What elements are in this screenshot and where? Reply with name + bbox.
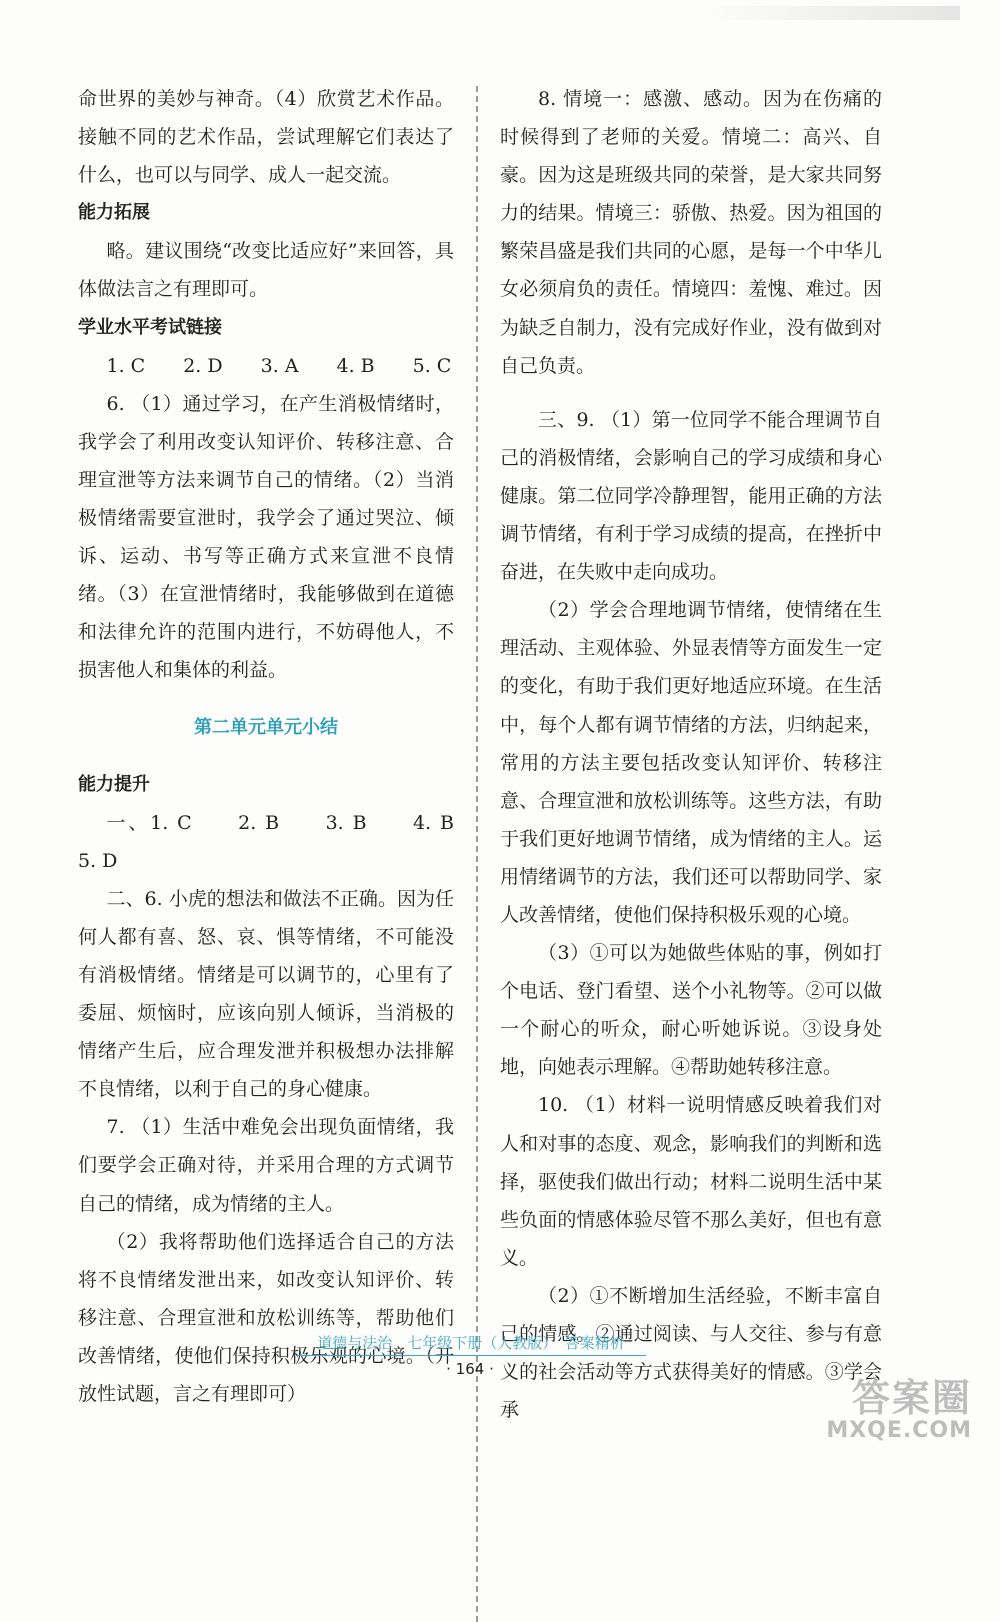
left-paragraph-2: 略。建议围绕“改变比适应好”来回答，具体做法言之有理即可。 [78, 240, 454, 301]
column-divider [476, 86, 478, 1622]
multiple-choice-answers-2: 一、1. C 2. B 3. B 4. B 5. D [78, 811, 493, 872]
heading-xueye-shuiping: 学业水平考试链接 [78, 316, 222, 338]
watermark-logo [826, 1378, 972, 1444]
watermark-text: 答案圈 [851, 1376, 972, 1420]
right-paragraph-6: （2）①不断增加生活经验，不断丰富自己的情感。②通过阅读、与人交往、参与有意义的社会活动等方式获得美好的情感。③学会承 [500, 1284, 882, 1422]
page-number: · 164 · [446, 1360, 494, 1378]
left-paragraph-4: 二、6. 小虎的想法和做法不正确。因为任何人都有喜、怒、哀、惧等情绪，不可能没有消极情绪。情绪是可以调节的，心里有了委屈、烦恼时，应该向别人倾诉，当消极的情绪产生后，应合理发泄并积极想办法排解不良情绪，以利于自己的身心健康。 [78, 887, 454, 1101]
right-paragraph-4: （3）①可以为她做些体贴的事，例如打个电话、登门看望、送个小礼物等。②可以做一个耐心的听众，耐心听她诉说。③设身处地，向她表示理解。④帮助她转移注意。 [500, 942, 882, 1079]
right-paragraph-3: （2）学会合理地调节情绪，使情绪在生理活动、主观体验、外显表情等方面发生一定的变化，有助于我们更好地适应环境。在生活中，每个人都有调节情绪的方法，归纳起来，常用的方法主要包括改变认知评价、转移注意、合理宣泄和放松训练等。这些方法，有助于我们更好地调节情绪，成为情绪的主人。运用情绪调节的方法，我们还可以帮助同学、家人改善情绪，使他们保持积极乐观的心境。 [500, 599, 882, 926]
left-paragraph-5: 7. （1）生活中难免会出现负面情绪，我们要学会正确对待，并采用合理的方式调节自己的情绪，成为情绪的主人。 [78, 1116, 454, 1215]
scan-edge-shadow [700, 6, 960, 20]
left-paragraph-1: 命世界的美妙与神奇。（4）欣赏艺术作品。接触不同的艺术作品，尝试理解它们表达了什么，也可以与同学、成人一起交流。 [78, 88, 454, 187]
unit-summary-title: 第二单元单元小结 [194, 716, 338, 738]
heading-nengli-tuozhan: 能力拓展 [78, 202, 150, 224]
right-paragraph-5: 10. （1）材料一说明情感反映着我们对人和对事的态度、观念，影响我们的判断和选择，驱使我们做出行动；材料二说明生活中某些负面的情感体验尽管不那么美好，但也有意义。 [500, 1094, 882, 1269]
heading-nengli-tisheng: 能力提升 [78, 773, 150, 795]
left-paragraph-6: （2）我将帮助他们选择适合自己的方法将不良情绪发泄出来，如改变认知评价、转移注意、合理宣泄和放松训练等，帮助他们改善情绪，使他们保持积极乐观的心境。（开放性试题，言之有理即可） [78, 1230, 454, 1405]
watermark-url: MXQE.COM [826, 1418, 972, 1443]
footer-book-title: 道德与法治 七年级下册（人教版） 答案精析 [296, 1332, 646, 1356]
right-column [500, 80, 882, 1429]
left-paragraph-3: 6. （1）通过学习，在产生消极情绪时，我学会了利用改变认知评价、转移注意、合理宣泄等方法来调节自己的情绪。（2）当消极情绪需要宣泄时，我学会了通过哭泣、倾诉、运动、书写等正确方式来宣泄不良情绪。（3）在宣泄情绪时，我能够做到在道德和法律允许的范围内进行，不妨碍他人，不损害他人和集体的利益。 [78, 392, 454, 682]
right-paragraph-2: 三、9. （1）第一位同学不能合理调节自己的消极情绪，会影响自己的学习成绩和身心健康。第二位同学冷静理智，能用正确的方法调节情绪，有利于学习成绩的提高，在挫折中奋进，在失败中走向成功。 [500, 408, 882, 584]
multiple-choice-answers-1: 1. C 2. D 3. A 4. B 5. C [106, 354, 452, 377]
right-paragraph-1: 8. 情境一：感激、感动。因为在伤痛的时候得到了老师的关爱。情境二：高兴、自豪。因为这是班级共同的荣誉，是大家共同努力的结果。情境三：骄傲、热爱。因为祖国的繁荣昌盛是我们共同的心愿，是每一个中华儿女必须肩负的责任。情境四：羞愧、难过。因为缺乏自制力，没有完成好作业，没有做到对自己负责。 [500, 88, 882, 377]
